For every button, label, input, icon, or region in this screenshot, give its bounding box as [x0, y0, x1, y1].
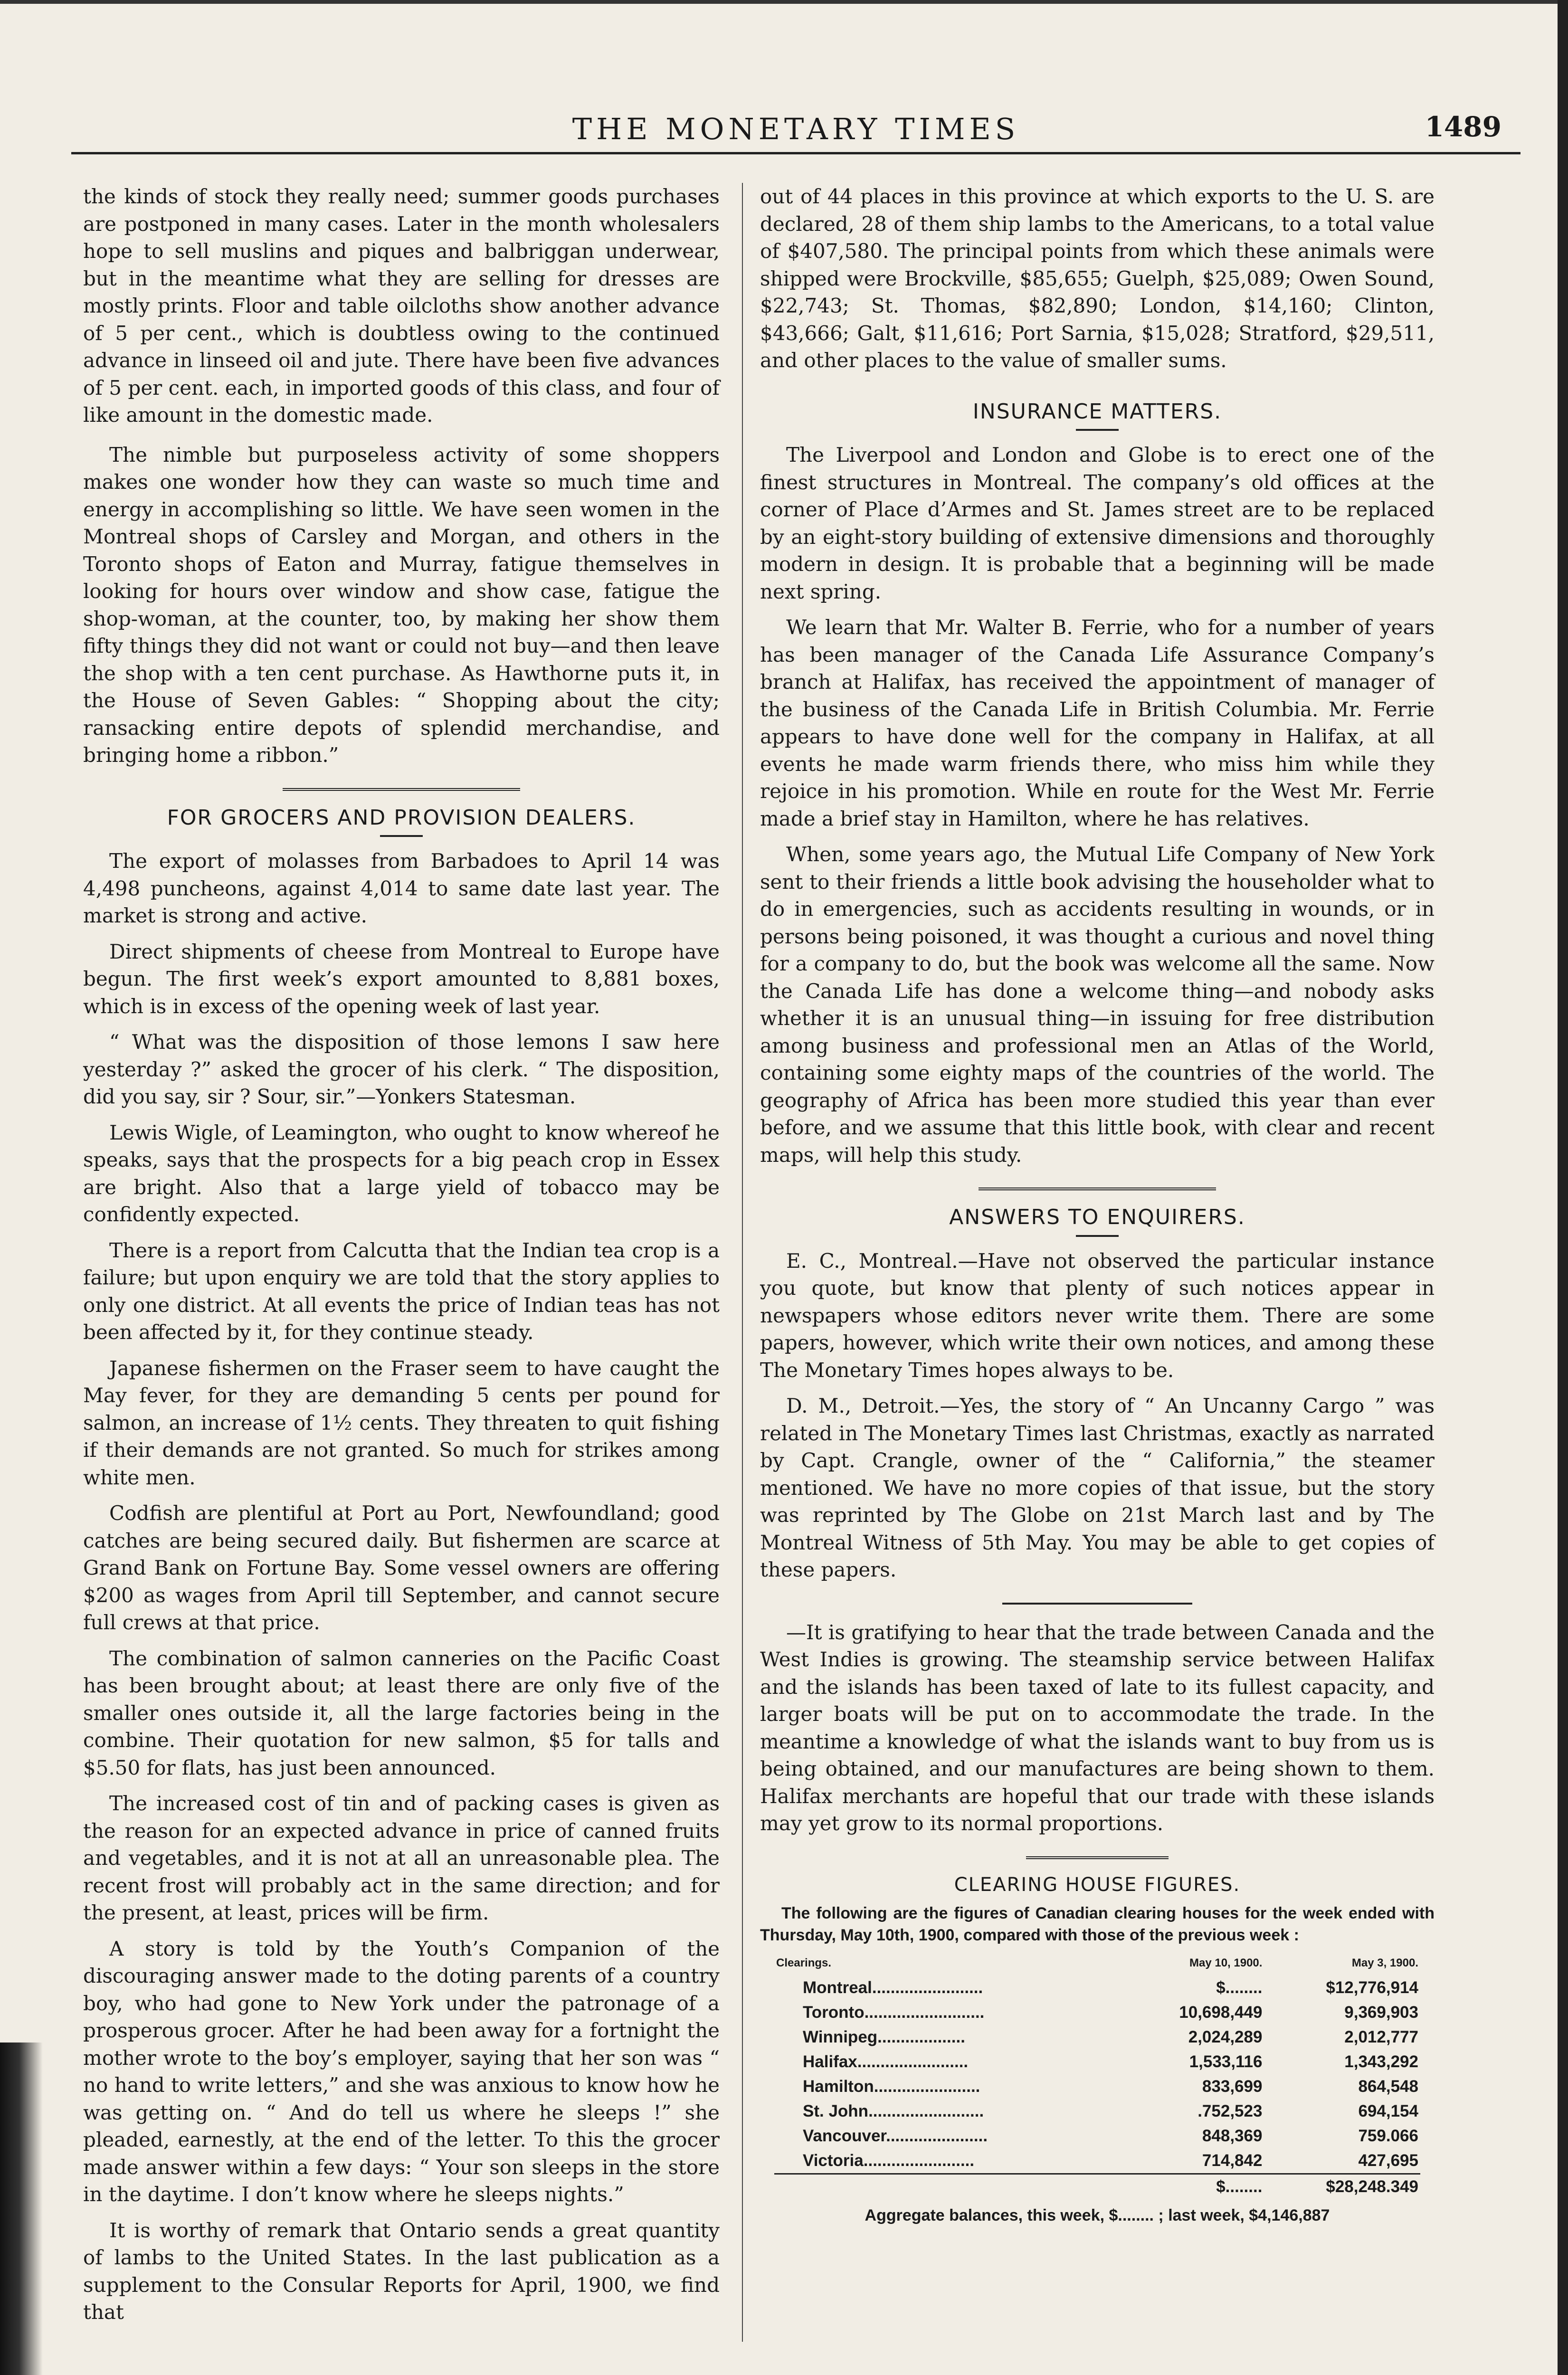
may10-value: 848,369 — [1202, 2127, 1263, 2145]
clearing-table — [774, 1951, 1420, 2199]
page-header — [71, 102, 1520, 154]
section-rule — [1026, 1856, 1169, 1859]
city-name: Vancouver — [803, 2127, 886, 2145]
leader-dots: ........................ — [872, 1978, 983, 1997]
binding-shadow — [0, 2042, 43, 2375]
grocers-heading: FOR GROCERS AND PROVISION DEALERS. — [167, 805, 636, 830]
leader-dots: ....................... — [874, 2077, 980, 2096]
section-rule — [283, 788, 520, 791]
insurance-paragraph: The Liverpool and London and Globe is to erect one of the finest structures in Montreal. The company’s old offices at the corner of Place d’Armes and St. James street are to be replaced by an eight-story building of extensive dimensions and thoroughly modern in design. It is probable that a beginning will be made next spring. — [760, 443, 1435, 603]
column-divider — [742, 183, 743, 2342]
aggregate-balances: Aggregate balances, this week, $........ ; last week, $4,146,887 — [865, 2206, 1330, 2224]
may3-value: $12,776,914 — [1326, 1978, 1418, 1997]
may3-value: 694,154 — [1358, 2102, 1418, 2120]
leader-dots: ................... — [877, 2028, 965, 2046]
section-rule — [979, 1188, 1216, 1190]
heading-dash — [1076, 429, 1119, 431]
grocers-paragraph: The combination of salmon canneries on the Pacific Coast has been brought about; at least there are only five of the smaller ones outside it, all the large factories being in the combine. Their quotation for new salmon, $5 for talls and $5.50 for flats, has just been announced. — [83, 1646, 720, 1779]
may3-value: 2,012,777 — [1344, 2028, 1418, 2046]
may10-value: $........ — [1216, 1978, 1263, 1997]
may10-value: 10,698,449 — [1179, 2003, 1263, 2022]
city-name: Hamilton — [803, 2077, 874, 2096]
section-rule — [1002, 1603, 1192, 1605]
clearing-table-header — [774, 1951, 1420, 1976]
grocers-paragraph: Lewis Wigle, of Leamington, who ought to know whereof he speaks, says that the prospects for a big peach crop in Essex are bright. Also that a large yield of tobacco may be confidently expected. — [83, 1121, 720, 1226]
leader-dots: ......................... — [868, 2102, 984, 2120]
city-name: Halifax — [803, 2052, 857, 2071]
west-indies-paragraph: —It is gratifying to hear that the trade between Canada and the West Indies is growing. The steamship service between Halifax and the islands has been taxed of late to its fullest capacity, and larger boats will be put on to accommodate the trade. In the meantime a knowledge of what the islands want to buy from us is being obtained, and our manufactures are being shown to them. Halifax merchants are hopeful that our trade with these islands may yet grow to its normal proportions. — [760, 1620, 1435, 1835]
city-name: St. John — [803, 2102, 869, 2120]
leader-dots: ........................ — [857, 2052, 969, 2071]
running-head: THE MONETARY TIMES — [572, 112, 1020, 146]
paragraph-shoppers: The nimble but purposeless activity of some shoppers makes one wonder how they can waste so much time and energy in accomplishing so little. We have seen women in the Montreal shops of Carsley and Morgan, and others in the Toronto shops of Eaton and Murray, fatigue themselves in looking for hours over window and show case, fatigue the shop-woman, at the counter, too, by making her show them fifty things they did not want or could not buy—and then leave the shop with a ten cent purchase. As Hawthorne puts it, in the House of Seven Gables: “ Shopping about the city; ransacking entire depots of splendid merchandise, and bringing home a ribbon.” — [83, 443, 720, 767]
grocers-paragraph: Codfish are plentiful at Port au Port, Newfoundland; good catches are being secured daily. But fishermen are scarce at Grand Bank on Fortune Bay. Some vessel owners are offering $200 as wages from April till September, and cannot secure full crews at that price. — [83, 1501, 720, 1634]
page-top-edge — [0, 0, 1568, 4]
leader-dots: ........................ — [863, 2151, 975, 2170]
may10-value: 1,533,116 — [1189, 2052, 1263, 2071]
clearing-heading: CLEARING HOUSE FIGURES. — [954, 1873, 1241, 1896]
grocers-paragraph: The export of molasses from Barbadoes to April 14 was 4,498 puncheons, against 4,014 to same date last year. The market is strong and active. — [83, 849, 720, 927]
city-name: Victoria — [803, 2151, 864, 2170]
leader-dots: .......................... — [864, 2003, 985, 2022]
insurance-heading: INSURANCE MATTERS. — [972, 399, 1222, 424]
column-date-may-10: May 10, 1900. — [1189, 1957, 1263, 1969]
grocers-paragraph: Japanese fishermen on the Fraser seem to have caught the May fever, for they are demanding 5 cents per pound for salmon, an increase of 1½ cents. They threaten to quit fishing if their demands are not granted. So much for strikes among white men. — [83, 1356, 720, 1489]
left-column — [83, 183, 720, 2326]
table-row — [774, 2148, 1420, 2174]
may3-value: 864,548 — [1358, 2077, 1418, 2096]
heading-dash — [380, 835, 423, 837]
table-row — [774, 2050, 1420, 2074]
clearing-intro: The following are the figures of Canadian clearing houses for the week ended with Thursday, May 10th, 1900, compared with those of the previous week : — [760, 1904, 1435, 1944]
insurance-paragraph: When, some years ago, the Mutual Life Company of New York sent to their friends a little book advising the householder what to do in emergencies, such as accidents resulting in wounds, or in persons being poisoned, it was thought a curious and novel thing for a company to do, but the book was welcome all the same. Now the Canada Life has done a welcome thing—and nobody asks whether it is an unusual thing—in issuing for free distribution among business and professional men an Atlas of the World, containing some eighty maps of the countries of the world. The geography of Africa has been more studied this year than ever before, and we assume that this little book, with clear and recent maps, will help this study. — [760, 843, 1435, 1167]
may3-value: 427,695 — [1358, 2151, 1418, 2170]
city-name: Winnipeg — [803, 2028, 878, 2046]
heading-dash — [1076, 1235, 1119, 1237]
may10-value: .752,523 — [1197, 2102, 1263, 2120]
paragraph-stock: the kinds of stock they really need; summer goods purchases are postponed in many cases. Later in the month wholesalers hope to sell muslins and piques and balbriggan underwear, but in the meantime what they are selling for dresses are mostly prints. Floor and table oilcloths show another advance of 5 per cent., which is doubtless owing to the continued advance in linseed oil and jute. There have been five advances of 5 per cent. each, in imported goods of this class, and four of like amount in the domestic made. — [83, 185, 720, 427]
table-row — [774, 2025, 1420, 2050]
table-row — [774, 2000, 1420, 2025]
table-row — [774, 2099, 1420, 2124]
answers-heading: ANSWERS TO ENQUIRERS. — [949, 1205, 1245, 1229]
page-number: 1489 — [1425, 111, 1501, 143]
table-row — [774, 2124, 1420, 2148]
insurance-paragraph: We learn that Mr. Walter B. Ferrie, who for a number of years has been manager of the Canada Life Assurance Company’s branch at Halifax, has received the appointment of manager of the business of the Canada Life in British Columbia. Mr. Ferrie appears to have done well for the company in Halifax, at all events he made warm friends there, who miss him while they rejoice in his promotion. While en route for the West Mr. Ferrie made a brief stay in Hamilton, where he has relatives. — [760, 616, 1435, 830]
table-row — [774, 2074, 1420, 2099]
grocers-paragraph: A story is told by the Youth’s Companion of the discouraging answer made to the doting parents of a country boy, who had gone to New York under the patronage of a prosperous grocer. After he had been away for a fortnight the mother wrote to the boy’s employer, saying that her son was “ no hand to write letters,” and she was anxious to know how he was getting on. “ And do tell us where he sleeps !” she pleaded, earnestly, at the end of the letter. To this the grocer made answer within a few days: “ Your son sleeps in the store in the daytime. I don’t know where he sleeps nights.” — [83, 1937, 720, 2206]
may10-value: 2,024,289 — [1188, 2028, 1263, 2046]
header-rule — [71, 152, 1520, 154]
column-date-may-3: May 3, 1900. — [1351, 1957, 1418, 1969]
total-row — [774, 2174, 1420, 2200]
grocers-paragraph: Direct shipments of cheese from Montreal to Europe have begun. The first week’s export amounted to 8,881 boxes, which is in excess of the opening week of last year. — [83, 940, 720, 1018]
answers-paragraph: D. M., Detroit.—Yes, the story of “ An Uncanny Cargo ” was related in The Monetary Times last Christmas, exactly as narrated by Capt. Crangle, owner of the “ California,” the steamer mentioned. We have no more copies of that issue, but the story was reprinted by The Globe on 21st March last and by The Montreal Witness of 5th May. You may be able to get copies of these papers. — [760, 1394, 1435, 1581]
may10-value: 833,699 — [1202, 2077, 1263, 2096]
may3-value: 9,369,903 — [1344, 2003, 1418, 2022]
right-column — [760, 183, 1435, 2230]
may3-value: 759.066 — [1358, 2127, 1418, 2145]
table-row — [774, 1976, 1420, 2000]
page-right-edge — [1558, 0, 1568, 2375]
total-may10: $........ — [1123, 2174, 1264, 2200]
grocers-paragraph: The increased cost of tin and of packing cases is given as the reason for an expected advance in price of canned fruits and vegetables, and it is not at all an unreasonable plea. The recent frost will probably act in the same direction; and for the present, at least, prices will be firm. — [83, 1792, 720, 1924]
total-may3: $28,248.349 — [1264, 2174, 1420, 2200]
answers-paragraph: E. C., Montreal.—Have not observed the particular instance you quote, but know that plenty of such notices appear in newspapers whose editors never write them. There are some papers, however, which write their own notices, and among these The Monetary Times hopes always to be. — [760, 1249, 1435, 1382]
leader-dots: ...................... — [886, 2127, 988, 2145]
grocers-paragraph: “ What was the disposition of those lemons I saw here yesterday ?” asked the grocer of his clerk. “ The disposition, did you say, sir ? Sour, sir.”—Yonkers Statesman. — [83, 1030, 720, 1108]
paragraph-lambs-continued: out of 44 places in this province at which exports to the U. S. are declared, 28 of them ship lambs to the Americans, to a total value of $407,580. The principal points from which these animals were shipped were Brockville, $85,655; Guelph, $25,089; Owen Sound, $22,743; St. Thomas, $82,890; London, $14,160; Clinton, $43,666; Galt, $11,616; Port Sarnia, $15,028; Stratford, $29,511, and other places to the value of smaller sums. — [760, 185, 1435, 372]
may10-value: 714,842 — [1202, 2151, 1263, 2170]
clearings-column-label: Clearings. — [776, 1957, 832, 1969]
grocers-paragraph: It is worthy of remark that Ontario sends a great quantity of lambs to the United States. In the last publication as a supplement to the Consular Reports for April, 1900, we find that — [83, 2218, 720, 2324]
grocers-paragraph: There is a report from Calcutta that the Indian tea crop is a failure; but upon enquiry we are told that the story applies to only one district. At all events the price of Indian teas has not been affected by it, for they continue steady. — [83, 1238, 720, 1344]
city-name: Toronto — [803, 2003, 865, 2022]
city-name: Montreal — [803, 1978, 872, 1997]
may3-value: 1,343,292 — [1344, 2052, 1418, 2071]
